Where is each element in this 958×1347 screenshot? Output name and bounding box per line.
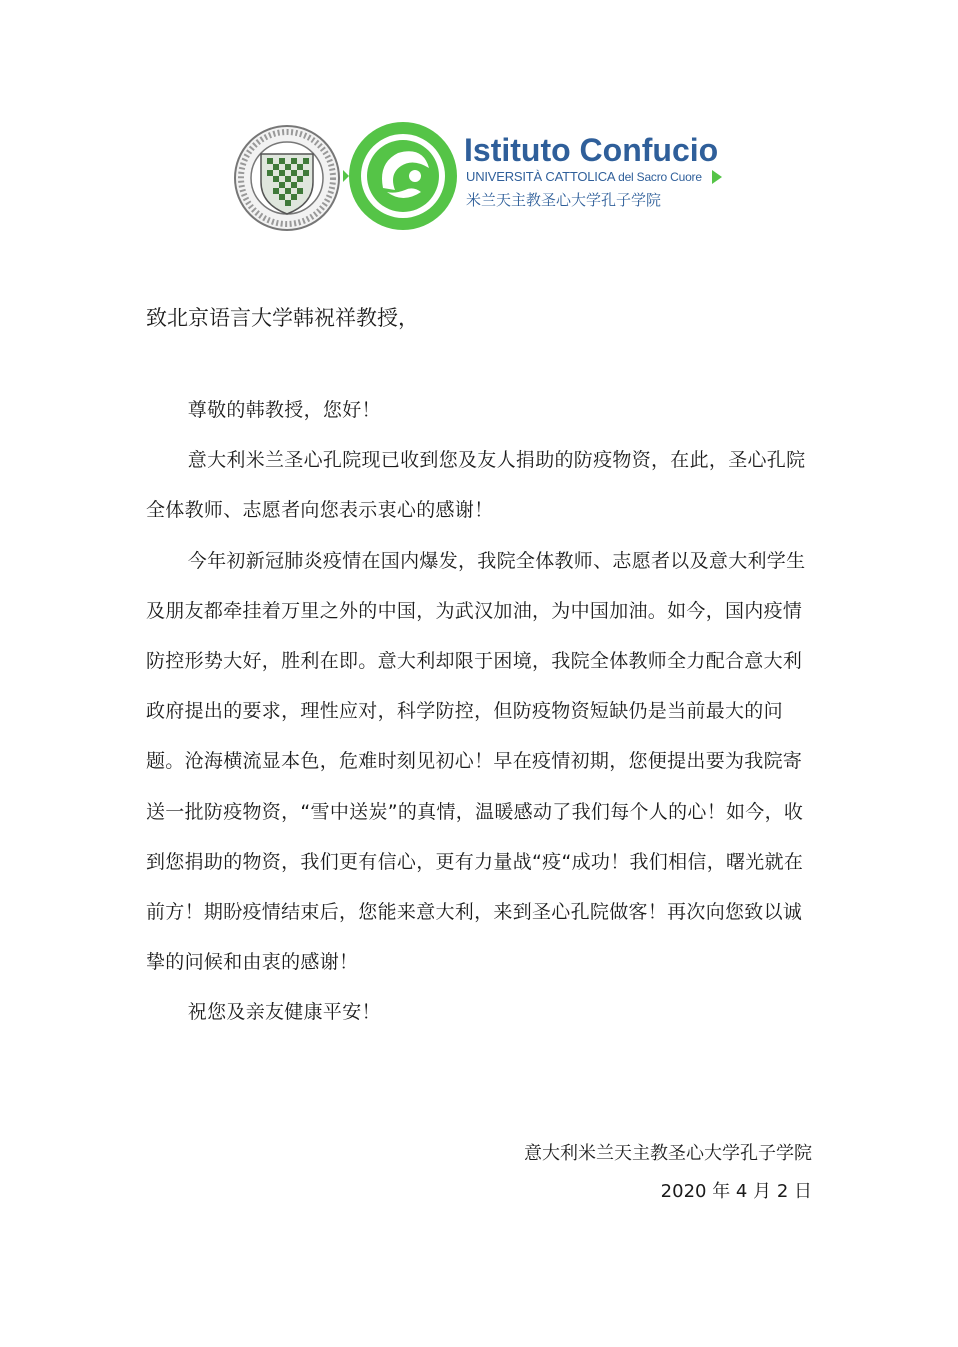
- arrow-right-icon: [712, 170, 722, 184]
- signature-organization: 意大利米兰天主教圣心大学孔子学院: [524, 1143, 812, 1164]
- letter-signature: [524, 1135, 812, 1211]
- letter-paragraph: 尊敬的韩教授，您好！: [187, 399, 381, 421]
- institute-title: Istituto Confucio: [464, 132, 719, 168]
- signature-date: 2020 年 4 月 2 日: [660, 1181, 812, 1202]
- university-name-main: UNIVERSITÀ CATTOLICA: [466, 169, 615, 184]
- letter-paragraph: 意大利米兰圣心孔院现已收到您及友人捐助的防疫物资，在此，圣心孔院全体教师、志愿者向您表示衷心的感谢！: [146, 449, 806, 522]
- university-name: [466, 169, 702, 184]
- letter-body: [146, 385, 816, 1038]
- blcu-seal-logo: [233, 124, 341, 232]
- university-name-minor: del Sacro Cuore: [618, 170, 702, 184]
- institute-name-chinese: 米兰天主教圣心大学孔子学院: [466, 191, 662, 209]
- letter-salutation: 致北京语言大学韩祝祥教授，: [146, 306, 419, 330]
- letter-paragraph: 祝您及亲友健康平安！: [187, 1001, 381, 1024]
- letterhead-logos: [228, 112, 728, 237]
- letter-paragraph: 今年初新冠肺炎疫情在国内爆发，我院全体教师、志愿者以及意大利学生及朋友都牵挂着万里之外的中国，为武汉加油，为中国加油。如今，国内疫情防控形势大好，胜利在即。意大利却限于困境，我院全体教师全力配合意大利政府提出的要求，理性应对，科学防控，但防疫物资短缺仍是当前最大的问题。沧海横流显本色，危难时刻见初心！早在疫情初期，您便提出要为我院寄送一批防疫物资，“雪中送炭”的真情，温暖感动了我们每个人的心！如今，收到您捐助的物资，我们更有信心，更有力量战“疫“成功！我们相信，曙光就在前方！期盼疫情结束后，您能来意大利，来到圣心孔院做客！再次向您致以诚挚的问候和由衷的感谢！: [146, 549, 806, 974]
- confucius-institute-emblem: [343, 118, 463, 233]
